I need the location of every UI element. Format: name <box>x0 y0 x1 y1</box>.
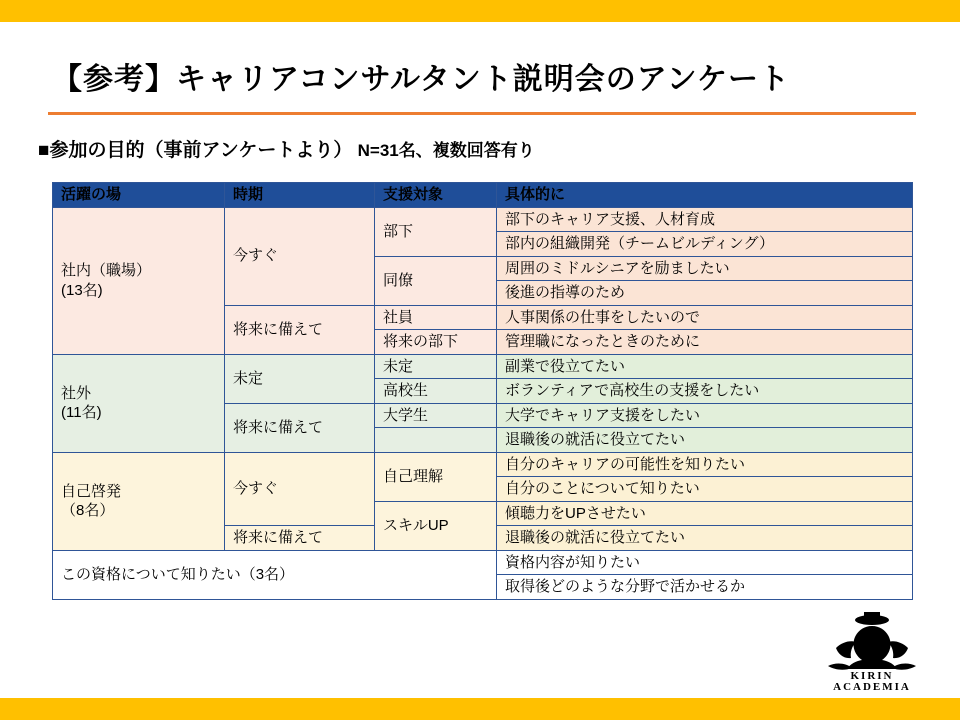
table-row <box>53 550 913 575</box>
cell-detail: 資格内容が知りたい <box>497 550 913 575</box>
field-selfdev-count: （8名） <box>61 502 115 519</box>
cell-detail: 部内の組織開発（チームビルディング） <box>497 232 913 257</box>
column-header-target: 支援対象 <box>375 183 497 208</box>
cell-target-university: 大学生 <box>375 403 497 428</box>
cell-detail: 管理職になったときのために <box>497 330 913 355</box>
field-external-count: (11名) <box>61 404 102 421</box>
field-selfdev-label: 自己啓発 <box>61 482 122 500</box>
page-title: 【参考】キャリアコンサルタント説明会のアンケート <box>52 63 790 96</box>
cell-detail: 自分のキャリアの可能性を知りたい <box>497 452 913 477</box>
logo-line-1: KIRIN <box>850 669 894 682</box>
cell-detail: 傾聴力をUPさせたい <box>497 501 913 526</box>
field-internal-count: (13名) <box>61 281 103 299</box>
cell-detail: 人事関係の仕事をしたいので <box>497 305 913 330</box>
cell-detail: 取得後どのような分野で活かせるか <box>497 575 913 600</box>
cell-detail: ボランティアで高校生の支援をしたい <box>497 379 913 404</box>
subtitle-main: ■参加の目的（事前アンケートより） <box>38 140 353 161</box>
subtitle-note: N=31名、複数回答有り <box>357 141 535 160</box>
cell-timing-now-1: 今すぐ <box>225 207 375 305</box>
cell-timing-future-1: 将来に備えて <box>225 305 375 354</box>
cell-target-skillup: スキルUP <box>375 501 497 550</box>
cell-detail: 部下のキャリア支援、人材育成 <box>497 207 913 232</box>
cell-field-external <box>53 354 225 452</box>
cell-timing-undecided: 未定 <box>225 354 375 403</box>
cell-detail: 退職後の就活に役立てたい <box>497 526 913 551</box>
cell-detail: 自分のことについて知りたい <box>497 477 913 502</box>
column-header-timing: 時期 <box>225 183 375 208</box>
section-subtitle <box>38 135 535 162</box>
top-accent-bar <box>0 0 960 22</box>
cell-detail: 周囲のミドルシニアを励ましたい <box>497 256 913 281</box>
cell-timing-future-2: 将来に備えて <box>225 403 375 452</box>
cell-detail: 退職後の就活に役立てたい <box>497 428 913 453</box>
table-header-row <box>53 183 913 208</box>
cell-target-future-subordinate: 将来の部下 <box>375 330 497 355</box>
cell-detail: 副業で役立てたい <box>497 354 913 379</box>
cell-target-highschool: 高校生 <box>375 379 497 404</box>
cell-target-employee: 社員 <box>375 305 497 330</box>
logo-wordmark <box>806 671 938 694</box>
table-row <box>53 452 913 477</box>
survey-table <box>52 182 913 600</box>
table-row <box>53 354 913 379</box>
cell-target-undecided: 未定 <box>375 354 497 379</box>
table-row <box>53 207 913 232</box>
title-divider <box>48 112 916 115</box>
logo-line-2: ACADEMIA <box>833 681 911 694</box>
cell-timing-now-2: 今すぐ <box>225 452 375 526</box>
cell-detail: 大学でキャリア支援をしたい <box>497 403 913 428</box>
cell-target-selfunderstanding: 自己理解 <box>375 452 497 501</box>
field-external-label: 社外 <box>61 384 92 402</box>
cell-field-internal <box>53 207 225 354</box>
column-header-field: 活躍の場 <box>53 183 225 208</box>
cell-target-colleague: 同僚 <box>375 256 497 305</box>
cell-field-qualification: この資格について知りたい（3名） <box>53 550 497 599</box>
cell-detail: 後進の指導のため <box>497 281 913 306</box>
cell-target-subordinate: 部下 <box>375 207 497 256</box>
cell-target-blank <box>375 428 497 453</box>
cell-timing-future-3: 将来に備えて <box>225 526 375 551</box>
field-internal-label: 社内（職場） <box>61 262 152 279</box>
bottom-accent-bar <box>0 698 960 720</box>
cell-field-selfdev <box>53 452 225 550</box>
column-header-detail: 具体的に <box>497 183 913 208</box>
